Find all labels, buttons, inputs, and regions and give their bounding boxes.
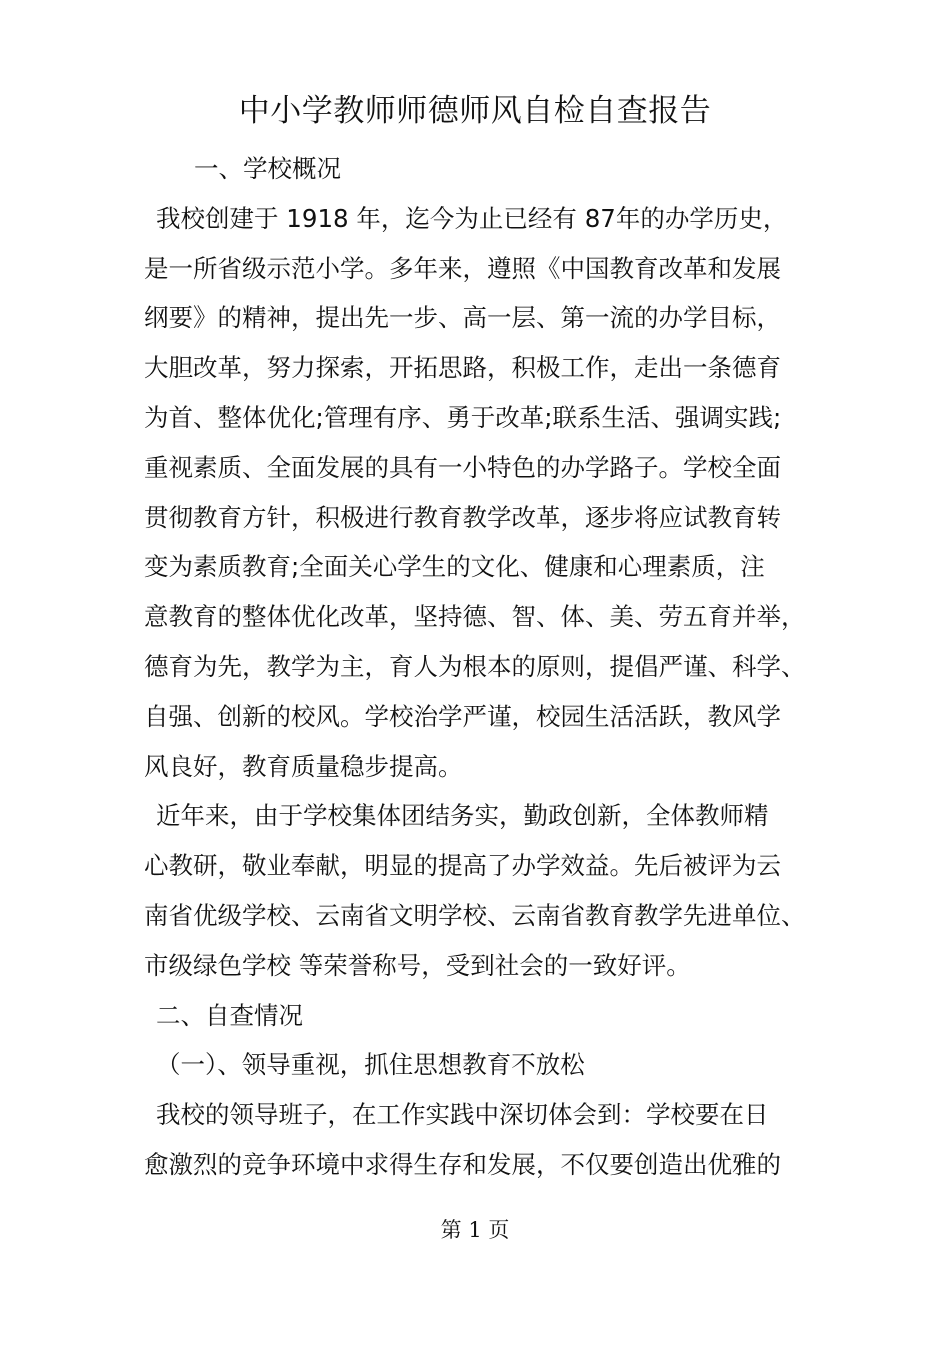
paragraph-line: 我校的领导班子，在工作实践中深切体会到：学校要在日 [156, 1100, 769, 1130]
paragraph-line: 大胆改革，努力探索，开拓思路，积极工作，走出一条德育 [144, 353, 781, 383]
paragraph-line: 心教研，敬业奉献，明显的提高了办学效益。先后被评为云 [144, 851, 781, 881]
section-heading: 二、自查情况 [156, 1000, 303, 1030]
paragraph-line: 风良好，教育质量稳步提高。 [144, 751, 463, 781]
paragraph-line: 意教育的整体优化改革，坚持德、智、体、美、劳五育并举， [144, 602, 806, 632]
document-body [144, 144, 812, 1190]
section-heading: 一、学校概况 [194, 154, 341, 183]
paragraph-line: 德育为先，教学为主，育人为根本的原则，提倡严谨、科学、 [144, 651, 806, 681]
paragraph-line: 变为素质教育;全面关心学生的文化、健康和心理素质，注 [144, 552, 765, 582]
paragraph-line: 贯彻教育方针，积极进行教育教学改革，逐步将应试教育转 [144, 502, 781, 532]
document-title: 中小学教师师德师风自检自查报告 [238, 93, 712, 129]
paragraph-line: 南省优级学校、云南省文明学校、云南省教育教学先进单位、 [144, 900, 806, 930]
subsection-heading: （一）、领导重视，抓住思想教育不放松 [156, 1050, 585, 1080]
paragraph-line: 重视素质、全面发展的具有一小特色的办学路子。学校全面 [144, 452, 781, 482]
paragraph-line: 是一所省级示范小学。多年来，遵照《中国教育改革和发展 [144, 253, 781, 283]
paragraph-line: 自强、创新的校风。学校治学严谨，校园生活活跃，教风学 [144, 701, 781, 731]
paragraph-line: 纲要》的精神，提出先一步、高一层、第一流的办学目标， [144, 303, 781, 333]
paragraph-line: 市级绿色学校 等荣誉称号，受到社会的一致好评。 [144, 950, 691, 980]
paragraph-line: 为首、整体优化;管理有序、勇于改革;联系生活、强调实践; [144, 402, 782, 432]
page-number: 第 1 页 [440, 1218, 510, 1242]
paragraph-line: 近年来，由于学校集体团结务实，勤政创新，全体教师精 [156, 801, 769, 831]
paragraph-line: 愈激烈的竞争环境中求得生存和发展，不仅要创造出优雅的 [144, 1149, 781, 1179]
paragraph-line: 我校创建于 1918 年，迄今为止已经有 87年的办学历史， [156, 203, 788, 233]
